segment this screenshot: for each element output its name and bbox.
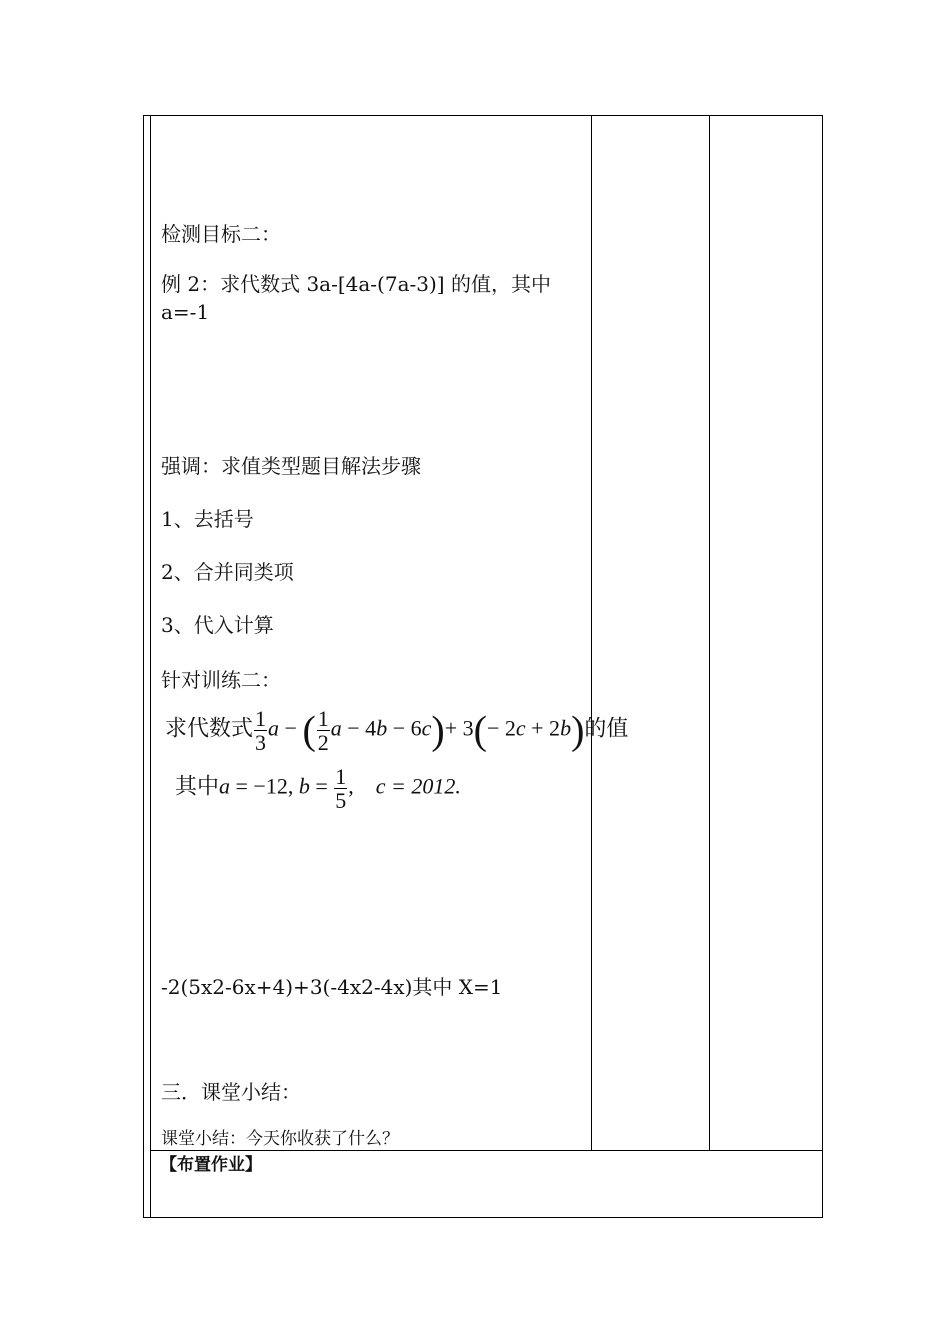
column-divider-1 [591,115,592,1150]
fraction-one-fifth: $\frac{1}{5}$ [335,764,347,814]
fraction-one-third: $\frac{1}{3}$ [255,706,267,756]
column-divider-2 [709,115,710,1150]
homework-label: 【布置作业】 [160,1155,262,1175]
step-2: 2、合并同类项 [161,560,294,584]
emphasis-text: 强调：求值类型题目解法步骤 [161,454,421,478]
formula-prefix: 求代数式 [165,715,254,741]
step-3: 3、代入计算 [161,613,274,637]
formula-c-value: c = 2012. [375,773,461,799]
example-2-condition: a=-1 [161,300,210,324]
practice-formula-line-2: 其中a = −12, b = $\frac{1}{5}$ , c = 2012. [175,764,461,814]
row-divider [150,1150,823,1151]
exercise-text: -2(5x2-6x+4)+3(-4x2-4x)其中 X=1 [161,975,503,999]
step-1: 1、去括号 [161,507,254,531]
formula-where-label: 其中 [175,773,220,799]
example-2-text: 例 2：求代数式 3a-[4a-(7a-3)] 的值，其中 [161,272,551,296]
section-3-heading: 三．课堂小结： [161,1080,301,1104]
table-left-double-line [150,115,151,1218]
practice-2-heading: 针对训练二： [161,668,281,692]
practice-formula-line-1: 求代数式 $\frac{1}{3}$ a − ( $\frac{1}{2}$ a − 4b − 6c)+ 3(− 2c + 2b)的值 [165,706,629,756]
formula-suffix: 的值 [584,715,629,741]
fraction-one-half: $\frac{1}{2}$ [317,706,329,756]
check-goal-2-heading: 检测目标二： [161,222,281,246]
summary-question: 课堂小结：今天你收获了什么？ [161,1129,399,1149]
